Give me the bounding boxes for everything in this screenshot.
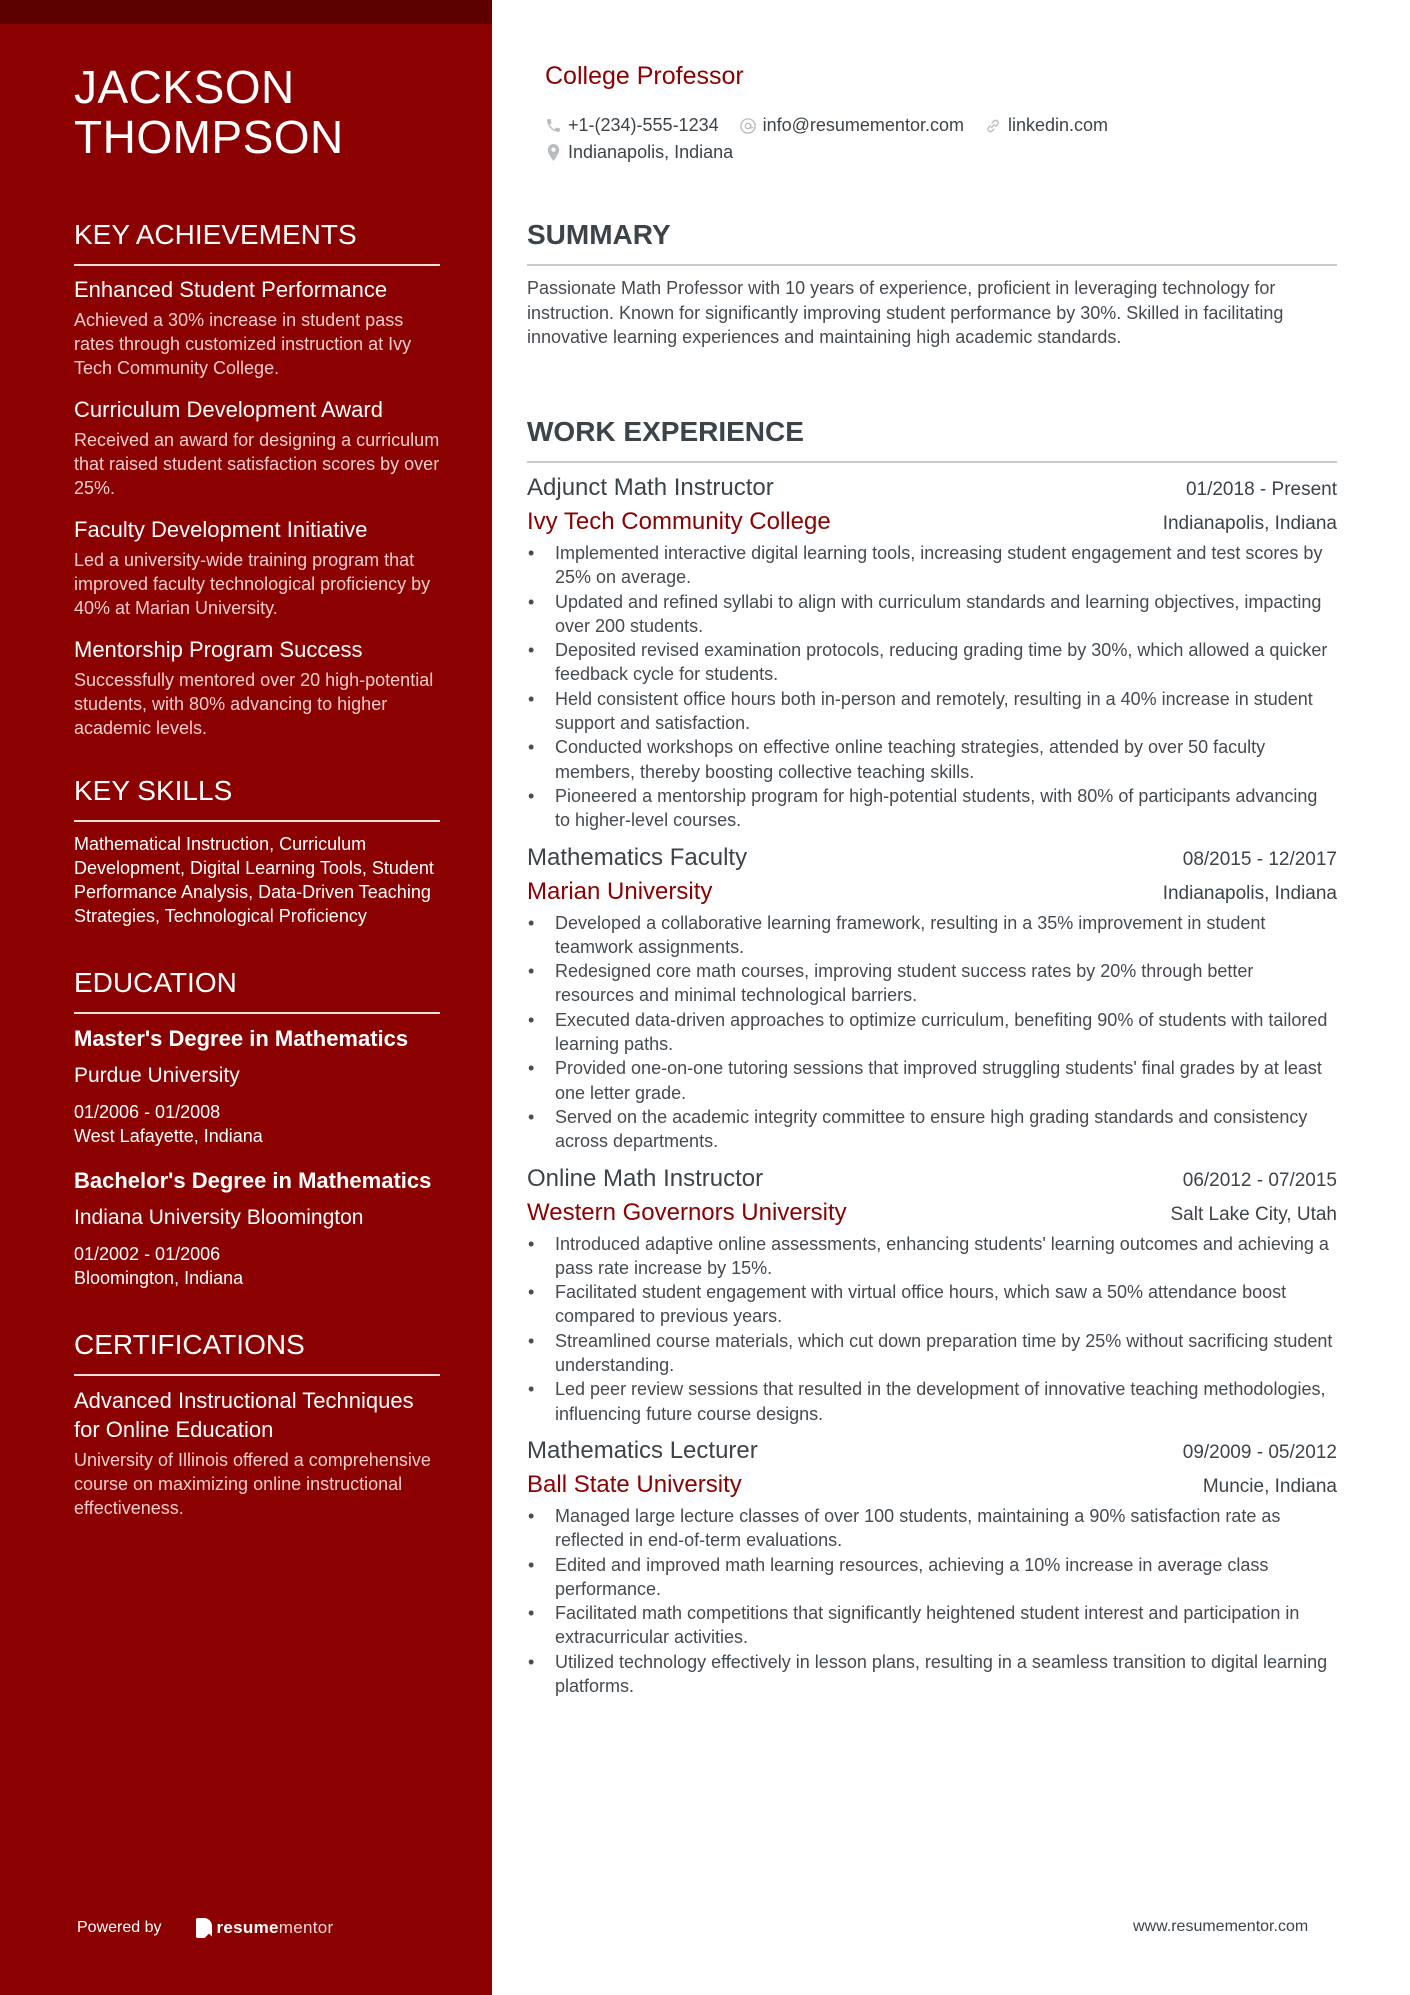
achievement-item (74, 276, 440, 380)
link-icon (984, 117, 1002, 135)
job-role: Mathematics Lecturer (527, 1436, 758, 1464)
email-text: info@resumementor.com (762, 115, 964, 135)
job-bullet: • Deposited revised examination protocols, reducing grading time by 30%, which allowed a quicker feedback cycle for students. (527, 638, 1337, 687)
sidebar-content (74, 62, 440, 1520)
job-bullet: • Served on the academic integrity committee to ensure high grading standards and consistency across departments. (527, 1105, 1337, 1154)
job-entry (527, 1162, 1337, 1426)
job-header (527, 841, 1337, 875)
work-experience-heading: WORK EXPERIENCE (527, 416, 804, 447)
job-bullet: • Developed a collaborative learning framework, resulting in a 35% improvement in student teamwork assignments. (527, 911, 1337, 960)
last-name: THOMPSON (74, 111, 344, 163)
job-location: Salt Lake City, Utah (1170, 1203, 1337, 1225)
achievement-item (74, 396, 440, 500)
certification-description: University of Illinois offered a comprehensive course on maximizing online instructional effectiveness. (74, 1450, 431, 1518)
job-company: Ball State University (527, 1470, 742, 1498)
footer-website-link[interactable]: www.resumementor.com (1133, 1918, 1309, 1935)
divider (74, 1012, 440, 1014)
job-subheader (527, 875, 1337, 909)
job-header (527, 1434, 1337, 1468)
job-bullet: • Executed data-driven approaches to optimize curriculum, benefiting 90% of students with tailored learning paths. (527, 1008, 1337, 1057)
school: Purdue University (74, 1064, 240, 1087)
powered-by (77, 1918, 334, 1938)
education-item (74, 1166, 440, 1290)
job-dates: 08/2015 - 12/2017 (1182, 848, 1337, 870)
contact-row (545, 139, 1325, 166)
job-company: Western Governors University (527, 1198, 847, 1226)
job-entry (527, 1434, 1337, 1698)
linkedin-text: linkedin.com (1007, 115, 1109, 135)
job-header (527, 1162, 1337, 1196)
sidebar (0, 0, 492, 1995)
main-content (527, 0, 1337, 1995)
education-location: Bloomington, Indiana (74, 1268, 244, 1288)
candidate-name (74, 62, 440, 162)
divider (74, 820, 440, 822)
job-bullet: • Pioneered a mentorship program for high-potential students, with 80% of participants advancing to higher-level courses. (527, 784, 1337, 833)
job-bullet: • Streamlined course materials, which cut down preparation time by 25% without sacrificing student understanding. (527, 1329, 1337, 1378)
job-header (527, 471, 1337, 505)
contact-row (545, 112, 1325, 139)
job-bullet: • Managed large lecture classes of over 100 students, maintaining a 90% satisfaction rate as reflected in end-of-term evaluations. (527, 1504, 1337, 1553)
certifications-heading: CERTIFICATIONS (74, 1329, 305, 1360)
job-entry (527, 841, 1337, 1154)
education-dates: 01/2002 - 01/2006 (74, 1244, 221, 1264)
summary-text: Passionate Math Professor with 10 years of experience, proficient in leveraging technology for instruction. Known for significantly improving student performance by 30%. Skilled in facilitating innovative learning experiences and maintaining high academic standards. (527, 278, 1284, 347)
achievement-item (74, 636, 440, 740)
job-bullet: • Facilitated student engagement with virtual office hours, which saw a 50% attendance boost compared to previous years. (527, 1280, 1337, 1329)
education-dates: 01/2006 - 01/2008 (74, 1102, 221, 1122)
divider (527, 461, 1337, 463)
job-bullets (527, 911, 1337, 1154)
divider (74, 1374, 440, 1376)
achievement-description: Led a university-wide training program that improved faculty technological proficiency by 40% at Marian University. (74, 550, 431, 618)
job-company: Marian University (527, 877, 713, 905)
job-bullet: • Led peer review sessions that resulted in the development of innovative teaching methodologies, influencing future course designs. (527, 1377, 1337, 1426)
job-bullet: • Facilitated math competitions that significantly heightened student interest and participation in extracurricular activities. (527, 1601, 1337, 1650)
achievement-title: Faculty Development Initiative (74, 517, 368, 542)
phone-text: +1-(234)-555-1234 (568, 115, 719, 135)
contact-info (545, 112, 1325, 166)
job-role: Mathematics Faculty (527, 843, 748, 871)
certification-item (74, 1386, 440, 1520)
skills-list: Mathematical Instruction, Curriculum Development, Digital Learning Tools, Student Performance Analysis, Data-Driven Teaching Strategies, Technological Proficiency (74, 834, 434, 926)
contact-phone[interactable] (545, 112, 719, 139)
job-bullet: • Redesigned core math courses, improving student success rates by 20% through better resources and minimal technological barriers. (527, 959, 1337, 1008)
achievement-description: Successfully mentored over 20 high-potential students, with 80% advancing to higher academic levels. (74, 670, 434, 738)
at-icon (739, 117, 757, 135)
sidebar-top-strip (0, 0, 492, 24)
powered-by-label: Powered by (77, 1919, 162, 1936)
job-bullet: • Utilized technology effectively in lesson plans, resulting in a seamless transition to digital learning platforms. (527, 1650, 1337, 1699)
job-bullets (527, 1232, 1337, 1426)
job-subheader (527, 1196, 1337, 1230)
resumementor-logo-icon (196, 1918, 212, 1938)
job-location: Indianapolis, Indiana (1162, 513, 1337, 534)
work-experience-section (527, 415, 1337, 1698)
job-dates: 09/2009 - 05/2012 (1182, 1441, 1337, 1463)
achievement-item (74, 516, 440, 620)
job-company: Ivy Tech Community College (527, 508, 831, 535)
divider (74, 264, 440, 266)
job-bullet: • Provided one-on-one tutoring sessions that improved struggling students' final grades by at least one letter grade. (527, 1056, 1337, 1105)
achievement-description: Received an award for designing a curriculum that raised student satisfaction scores by over 25%. (74, 430, 440, 498)
job-dates: 01/2018 - Present (1185, 479, 1337, 500)
job-role: Adjunct Math Instructor (527, 474, 774, 501)
candidate-title: College Professor (545, 62, 744, 90)
job-location: Indianapolis, Indiana (1162, 882, 1337, 904)
job-role: Online Math Instructor (527, 1164, 764, 1192)
job-location: Muncie, Indiana (1202, 1475, 1337, 1497)
job-subheader (527, 505, 1337, 539)
certifications-section (74, 1328, 440, 1520)
degree: Bachelor's Degree in Mathematics (74, 1168, 432, 1193)
summary-section (527, 218, 1337, 350)
resumementor-logo[interactable] (196, 1918, 334, 1938)
job-bullets (527, 541, 1337, 833)
divider (527, 264, 1337, 266)
achievements-heading: KEY ACHIEVEMENTS (74, 219, 357, 250)
phone-icon (545, 117, 562, 134)
first-name: JACKSON (74, 61, 295, 113)
skills-section (74, 774, 440, 928)
certification-title: Advanced Instructional Techniques for Online Education (74, 1388, 414, 1442)
achievements-section (74, 218, 440, 740)
education-heading: EDUCATION (74, 967, 237, 998)
job-entry (527, 471, 1337, 833)
job-bullet: • Updated and refined syllabi to align with curriculum standards and learning objectives, impacting over 200 students. (527, 590, 1337, 639)
education-location: West Lafayette, Indiana (74, 1126, 263, 1146)
contact-linkedin[interactable] (984, 112, 1108, 139)
school: Indiana University Bloomington (74, 1206, 364, 1229)
summary-heading: SUMMARY (527, 219, 671, 250)
skills-heading: KEY SKILLS (74, 775, 233, 806)
job-bullet: • Introduced adaptive online assessments, enhancing students' learning outcomes and achieving a pass rate increase by 15%. (527, 1232, 1337, 1281)
job-bullet: • Conducted workshops on effective online teaching strategies, attended by over 50 faculty members, thereby boosting collective teaching skills. (527, 735, 1337, 784)
job-bullet: • Held consistent office hours both in-person and remotely, resulting in a 40% increase in student support and satisfaction. (527, 687, 1337, 736)
job-dates: 06/2012 - 07/2015 (1182, 1169, 1337, 1191)
contact-email[interactable] (739, 112, 964, 139)
job-bullet: • Implemented interactive digital learning tools, increasing student engagement and test scores by 25% on average. (527, 541, 1337, 590)
brand-bold: resume (216, 1918, 279, 1937)
contact-location (545, 139, 733, 166)
job-bullet: • Edited and improved math learning resources, achieving a 10% increase in average class performance. (527, 1553, 1337, 1602)
job-subheader (527, 1468, 1337, 1502)
location-pin-icon (545, 143, 562, 162)
brand-light: mentor (278, 1918, 334, 1937)
achievement-title: Enhanced Student Performance (74, 277, 388, 302)
education-item (74, 1024, 440, 1148)
achievement-title: Mentorship Program Success (74, 637, 363, 662)
education-section (74, 966, 440, 1290)
achievement-description: Achieved a 30% increase in student pass rates through customized instruction at Ivy Tech Community College. (74, 310, 412, 378)
location-text: Indianapolis, Indiana (568, 142, 734, 162)
degree: Master's Degree in Mathematics (74, 1026, 409, 1051)
achievement-title: Curriculum Development Award (74, 397, 383, 422)
job-bullets (527, 1504, 1337, 1698)
